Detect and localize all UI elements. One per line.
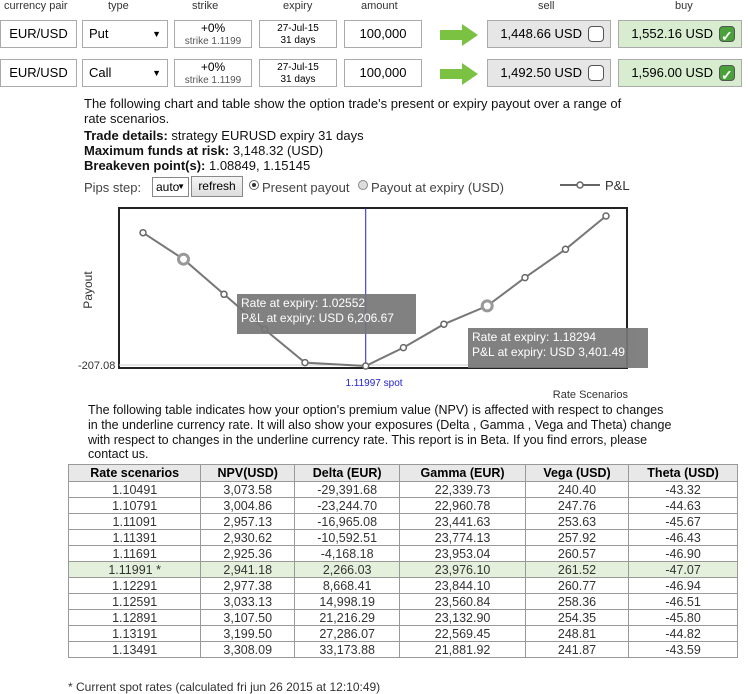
table-cell: 1.12591 (69, 594, 201, 610)
pips-step-select[interactable] (152, 177, 189, 197)
table-row (69, 562, 738, 578)
chevron-down-icon: ▼ (177, 182, 185, 191)
buy-checkbox-checked[interactable] (719, 65, 735, 81)
table-cell: 27,286.07 (295, 626, 400, 642)
table-cell: 1.13491 (69, 642, 201, 658)
chart-tooltip (237, 294, 416, 334)
table-cell: 2,977.38 (201, 578, 295, 594)
strike-sub: strike 1.1199 (184, 36, 242, 47)
table-cell: 23,441.63 (400, 514, 526, 530)
table-cell: 1.11091 (69, 514, 201, 530)
data-point[interactable] (400, 345, 406, 351)
sell-price-button[interactable] (487, 20, 611, 48)
table-cell: 23,560.84 (400, 594, 526, 610)
table-cell: 3,107.50 (201, 610, 295, 626)
table-cell: 260.57 (525, 546, 628, 562)
table-cell: 23,844.10 (400, 578, 526, 594)
table-row (69, 482, 738, 498)
currency-pair-field[interactable]: EUR/USD (0, 20, 77, 48)
table-cell: 257.92 (525, 530, 628, 546)
table-cell: -46.51 (629, 594, 738, 610)
arrow-right-icon (440, 63, 478, 85)
chevron-down-icon: ▼ (152, 29, 161, 39)
rate-scenarios-table (68, 464, 738, 658)
table-cell: 248.81 (525, 626, 628, 642)
table-cell: 2,941.18 (201, 562, 295, 578)
sell-price-button[interactable] (487, 59, 611, 87)
column-header: Gamma (EUR) (400, 465, 526, 482)
amount-input[interactable]: 100,000 (344, 20, 422, 48)
table-cell: -44.63 (629, 498, 738, 514)
tooltip-line: P&L at expiry: USD 6,206.67 (241, 311, 394, 325)
table-cell: 1.13191 (69, 626, 201, 642)
table-cell: 258.36 (525, 594, 628, 610)
data-point[interactable] (441, 321, 447, 327)
table-cell: 23,976.10 (400, 562, 526, 578)
breakeven-value: 1.08849, 1.15145 (205, 158, 311, 173)
table-cell: 2,957.13 (201, 514, 295, 530)
column-header: Delta (EUR) (295, 465, 400, 482)
table-cell: -45.67 (629, 514, 738, 530)
expiry-days: 31 days (280, 74, 316, 85)
table-cell: 254.35 (525, 610, 628, 626)
header-currency-pair: currency pair (4, 0, 68, 12)
table-cell: -45.80 (629, 610, 738, 626)
table-row (69, 578, 738, 594)
table-cell: -23,244.70 (295, 498, 400, 514)
table-cell: 3,073.58 (201, 482, 295, 498)
header-expiry: expiry (283, 0, 313, 12)
table-row (69, 594, 738, 610)
type-select[interactable] (82, 20, 168, 48)
legend-line (560, 178, 600, 192)
table-row (69, 626, 738, 642)
buy-price: 1,596.00 USD (631, 65, 713, 80)
table-cell: -47.07 (629, 562, 738, 578)
present-payout-label: Present payout (262, 180, 350, 195)
column-header: Theta (USD) (629, 465, 738, 482)
max-funds-value: 3,148.32 (USD) (229, 143, 324, 158)
table-cell: -46.43 (629, 530, 738, 546)
expiry-payout-radio[interactable] (358, 180, 368, 190)
table-cell: 22,339.73 (400, 482, 526, 498)
type-select-value: Put (89, 26, 109, 41)
table-cell: -10,592.51 (295, 530, 400, 546)
refresh-button[interactable]: refresh (191, 176, 243, 197)
table-cell: 3,308.09 (201, 642, 295, 658)
table-row (69, 514, 738, 530)
data-point[interactable] (140, 230, 146, 236)
column-header: Vega (USD) (525, 465, 628, 482)
strike-value: +0% (200, 21, 226, 35)
x-axis-label: Rate Scenarios (552, 389, 628, 401)
data-point[interactable] (221, 291, 227, 297)
column-header: NPV(USD) (201, 465, 295, 482)
data-point[interactable] (179, 254, 189, 264)
data-point[interactable] (363, 363, 369, 369)
header-sell: sell (538, 0, 555, 12)
table-cell: 1.10791 (69, 498, 201, 514)
table-cell: -43.59 (629, 642, 738, 658)
tooltip-line: Rate at expiry: 1.18294 (472, 330, 597, 344)
buy-checkbox-checked[interactable] (719, 26, 735, 42)
breakeven (84, 158, 644, 173)
expiry-date: 27-Jul-15 (277, 62, 319, 73)
table-row (69, 530, 738, 546)
trade-details-value: strategy EURUSD expiry 31 days (167, 128, 364, 143)
footnote: * Current spot rates (calculated fri jun 26 2015 at 12:10:49) (68, 680, 381, 694)
header-buy: buy (675, 0, 693, 12)
sell-checkbox[interactable] (588, 26, 604, 42)
present-payout-radio[interactable] (249, 180, 259, 190)
expiry-field[interactable] (259, 59, 337, 87)
strike-value: +0% (200, 60, 226, 74)
max-funds (84, 143, 644, 158)
table-cell: 1.11991 * (69, 562, 201, 578)
currency-pair-field[interactable]: EUR/USD (0, 59, 77, 87)
table-cell: 1.11691 (69, 546, 201, 562)
table-intro-text: The following table indicates how your option's premium value (NPV) is affected with respect to changes in the underline currency rate. It will also show your exposures (Delta , Gamma , Vega and Theta) change with respect to changes in the underline currency rate. This report is in Beta. If you find errors, please contact us. (88, 403, 672, 462)
buy-price-button[interactable] (618, 20, 742, 48)
table-cell: 2,930.62 (201, 530, 295, 546)
table-cell: 253.63 (525, 514, 628, 530)
table-cell: 1.11391 (69, 530, 201, 546)
y-axis-label: Payout (81, 271, 95, 309)
pips-step-value: auto (156, 180, 180, 194)
table-cell: -44.82 (629, 626, 738, 642)
data-point[interactable] (302, 360, 308, 366)
chart-intro-text: The following chart and table show the option trade's present or expiry payout over a range of rate scenarios. (84, 96, 622, 126)
tooltip-line: P&L at expiry: USD 3,401.49 (472, 345, 625, 359)
pips-step-label: Pips step: (84, 180, 142, 195)
arrow-right-icon (440, 24, 478, 46)
type-select[interactable] (82, 59, 168, 87)
table-cell: 14,998.19 (295, 594, 400, 610)
spot-label: 1.11997 spot (345, 378, 403, 389)
chevron-down-icon: ▼ (152, 68, 161, 78)
expiry-payout-label: Payout at expiry (USD) (371, 180, 504, 195)
table-cell: 1.12291 (69, 578, 201, 594)
table-row (69, 642, 738, 658)
expiry-field[interactable] (259, 20, 337, 48)
table-cell: 33,173.88 (295, 642, 400, 658)
table-cell: 23,774.13 (400, 530, 526, 546)
sell-price: 1,448.66 USD (500, 26, 582, 41)
trade-details (84, 128, 644, 143)
header-amount: amount (361, 0, 398, 12)
y-tick-label: -207.08 (78, 360, 116, 372)
table-cell: 23,132.90 (400, 610, 526, 626)
amount-input[interactable]: 100,000 (344, 59, 422, 87)
chart-tooltip (468, 328, 648, 368)
table-cell: -4,168.18 (295, 546, 400, 562)
table-cell: 240.40 (525, 482, 628, 498)
strike-field[interactable] (174, 20, 252, 48)
type-select-value: Call (89, 65, 112, 80)
column-header: Rate scenarios (69, 465, 201, 482)
table-cell: 23,953.04 (400, 546, 526, 562)
table-cell: -43.32 (629, 482, 738, 498)
table-cell: -29,391.68 (295, 482, 400, 498)
table-cell: 260.77 (525, 578, 628, 594)
breakeven-label: Breakeven point(s): (84, 158, 206, 173)
trade-details-label: Trade details: (84, 128, 168, 143)
table-cell: -16,965.08 (295, 514, 400, 530)
data-point[interactable] (482, 301, 492, 311)
table-cell: 22,569.45 (400, 626, 526, 642)
table-cell: 8,668.41 (295, 578, 400, 594)
sell-price: 1,492.50 USD (500, 65, 582, 80)
buy-price-button[interactable] (618, 59, 742, 87)
sell-checkbox[interactable] (588, 65, 604, 81)
table-cell: 1.12891 (69, 610, 201, 626)
table-cell: 21,216.29 (295, 610, 400, 626)
legend-label: P&L (605, 178, 630, 193)
data-point[interactable] (603, 213, 609, 219)
table-cell: -46.94 (629, 578, 738, 594)
strike-sub: strike 1.1199 (184, 75, 242, 86)
table-cell: -46.90 (629, 546, 738, 562)
table-cell: 22,960.78 (400, 498, 526, 514)
table-cell: 261.52 (525, 562, 628, 578)
table-row (69, 610, 738, 626)
table-cell: 241.87 (525, 642, 628, 658)
header-strike: strike (192, 0, 219, 12)
data-point[interactable] (522, 275, 528, 281)
table-cell: 3,004.86 (201, 498, 295, 514)
table-cell: 247.76 (525, 498, 628, 514)
data-point[interactable] (563, 246, 569, 252)
table-cell: 2,925.36 (201, 546, 295, 562)
table-cell: 1.10491 (69, 482, 201, 498)
table-row (69, 546, 738, 562)
buy-price: 1,552.16 USD (631, 26, 713, 41)
header-type: type (108, 0, 129, 12)
expiry-days: 31 days (280, 35, 316, 46)
table-cell: 21,881.92 (400, 642, 526, 658)
table-cell: 3,033.13 (201, 594, 295, 610)
tooltip-line: Rate at expiry: 1.02552 (241, 296, 366, 310)
table-cell: 2,266.03 (295, 562, 400, 578)
max-funds-label: Maximum funds at risk: (84, 143, 230, 158)
expiry-date: 27-Jul-15 (277, 23, 319, 34)
strike-field[interactable] (174, 59, 252, 87)
table-row (69, 498, 738, 514)
table-cell: 3,199.50 (201, 626, 295, 642)
